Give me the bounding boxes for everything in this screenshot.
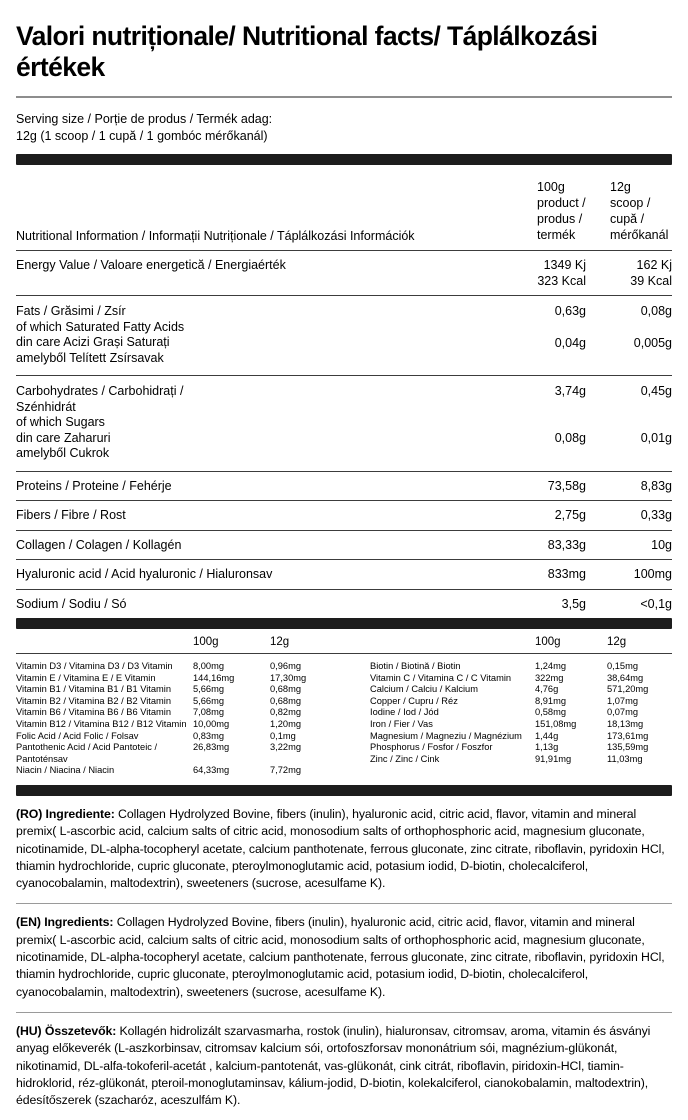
vitamins-left-col-100g: 100g	[193, 636, 219, 648]
table-row: Magnesium / Magneziu / Magnézium 1,44g 173,61mg	[370, 730, 649, 741]
table-row: Vitamin B12 / Vitamina B12 / B12 Vitamin 10,00mg 1,20mg	[16, 718, 302, 729]
table-row: Vitamin D3 / Vitamina D3 / D3 Vitamin 8,00mg 0,96mg	[16, 661, 302, 671]
ingredients-ro	[16, 796, 672, 903]
table-row: Vitamin E / Vitamina E / E Vitamin 144,16mg 17,30mg	[16, 672, 307, 683]
ingredients-en-label: (EN) Ingredients:	[16, 915, 114, 930]
vitamins-left-col-12g: 12g	[270, 636, 290, 648]
vitamins-right-col-100g: 100g	[535, 636, 561, 648]
ingredients-hu-text: Kollagén hidrolizált szarvasmarha, rostok (inulin), hialuronsav, citromsav, aroma, vitamin és ásványi anyag előkeverék (L-aszkorbinsav, citromsav kalcium sói, ortofoszforsav mononátrium sói, magnézium-glükonát, nikotinamid, DL-alfa-tokoferil-acetát , kalcium-pantotenát, vas-glükonát, cink citrát, riboflavin, piridoxin-HCl, tiamin-hidroklorid, réz-glükonát, pteroil-monoglutaminsav, kálium-jodid, D-biotin, kolekalciferol, cianokobalamin, maltodextrin), édesítőszerek (szacharóz, aceszulfám K).	[16, 1023, 651, 1108]
table-row-fats: Fats / Grăsimi / Zsír of which Saturated Fatty Acids din care Acizi Grași Saturați amelyből Telített Zsírsavak 0,63g 0,04g 0,08g 0,005g	[16, 296, 672, 376]
section-bar-top	[16, 154, 672, 165]
table-row: Vitamin B1 / Vitamina B1 / B1 Vitamin 5,66mg 0,68mg	[16, 684, 302, 695]
title-divider	[16, 96, 672, 98]
vitamins-tables	[16, 654, 672, 785]
table-row-sodium: Sodium / Sodiu / Só 3,5g <0,1g	[16, 596, 672, 611]
table-row: Folic Acid / Acid Folic / Folsav 0,83mg 0,1mg	[16, 730, 296, 741]
table-row: Pantothenic Acid / Acid Pantoteic / Pantoténsav 26,83mg 3,22mg	[16, 742, 302, 764]
ingredients-ro-text: Collagen Hydrolyzed Bovine, fibers (inulin), hyaluronic acid, citric acid, flavor, vitamin and mineral premix( L-ascorbic acid, calcium salts of citric acid, monosodium salts of orthophosphoric acid, magnesium gluconate, nicotinamide, DL-alpha-tocopheryl acetate, calcium panthotenate, ferrous gluconate, zinc citrate, riboflavin, pyridoxin HCl, thiamin hydrochloride, cupric gluconate, pteroylmonoglutamic acid, potasium iodid, D-biotin, cholecalciferol, cyanocobalamin, maltodextrin), sweeteners (sucrose, acesulfame K).	[16, 806, 665, 891]
vitamins-table-left	[16, 661, 354, 777]
nutrition-table	[16, 165, 672, 618]
table-row: Zinc / Zinc / Cink 91,91mg 11,03mg	[370, 753, 643, 764]
table-row: Copper / Cupru / Réz 8,91mg 1,07mg	[370, 695, 639, 706]
table-row-carbohydrates: Carbohydrates / Carbohidrați / Szénhidrát of which Sugars din care Zaharuri amelyből Cukrok 3,74g 0,08g 0,45g 0,01g	[16, 376, 672, 472]
vitamins-table-right	[370, 661, 672, 777]
ingredients-hu-label: (HU) Összetevők:	[16, 1023, 117, 1038]
table-row: Vitamin B6 / Vitamina B6 / B6 Vitamin 7,08mg 0,82mg	[16, 707, 302, 718]
ingredients-hu	[16, 1013, 672, 1120]
table-row: Vitamin B2 / Vitamina B2 / B2 Vitamin 5,66mg 0,68mg	[16, 695, 302, 706]
serving-size-block	[16, 111, 672, 145]
table-row: Iron / Fier / Vas 151,08mg 18,13mg	[370, 718, 644, 729]
serving-size-line1: Serving size / Porție de produs / Termék adag:	[16, 112, 273, 126]
table-row: Calcium / Calciu / Kalcium 4,76g 571,20mg	[370, 684, 649, 695]
ingredients-en	[16, 904, 672, 1011]
table-row-collagen: Collagen / Colagen / Kollagén 83,33g 10g	[16, 531, 672, 561]
ingredients-en-text: Collagen Hydrolyzed Bovine, fibers (inulin), hyaluronic acid, citric acid, flavor, vitamin and mineral premix( L-ascorbic acid, calcium salts of citric acid, monosodium salts of orthophosphoric acid, magnesium gluconate, nicotinamide, DL-alpha-tocopheryl acetate, calcium panthotenate, ferrous gluconate, zinc citrate, riboflavin, pyridoxin HCl, thiamin hydrochloride, cupric gluconate, pteroylmonoglutamic acid, potasium iodid, D-biotin, cholecalciferol, cyanocobalamin, maltodextrin), sweeteners (sucrose, acesulfame K).	[16, 915, 665, 999]
table-row: Iodine / Iod / Jód 0,58mg 0,07mg	[370, 707, 639, 718]
table-row-proteins: Proteins / Proteine / Fehérje 73,58g 8,83g	[16, 472, 672, 502]
section-bar-ingredients-top	[16, 785, 672, 796]
column-header-12g: 12g scoop / cupă / mérőkanál	[610, 180, 669, 242]
table-row: Biotin / Biotină / Biotin 1,24mg 0,15mg	[370, 661, 639, 671]
table-row: Niacin / Niacina / Niacin 64,33mg 7,72mg	[16, 765, 302, 776]
table-row: Phosphorus / Fosfor / Foszfor 1,13g 135,59mg	[370, 742, 649, 753]
vitamins-right-col-12g: 12g	[607, 636, 627, 648]
section-bar-vitamins-top	[16, 618, 672, 629]
table-row-hyaluronic-acid: Hyaluronic acid / Acid hyaluronic / Hialuronsav 833mg 100mg	[16, 560, 672, 590]
table-row-fibers: Fibers / Fibre / Rost 2,75g 0,33g	[16, 501, 672, 531]
column-header-100g: 100g product / produs / termék	[537, 180, 586, 242]
table-header-label: Nutritional Information / Informații Nutriționale / Táplálkozási Információk	[16, 229, 415, 243]
serving-size-line2: 12g (1 scoop / 1 cupă / 1 gombóc mérőkanál)	[16, 129, 268, 143]
vitamins-header-row	[16, 629, 672, 653]
ingredients-ro-label: (RO) Ingrediente:	[16, 806, 115, 821]
nutrition-table-header	[16, 165, 672, 251]
table-row-energy: Energy Value / Valoare energetică / Energiaérték 1349 Kj 323 Kcal 162 Kj 39 Kcal	[16, 251, 672, 296]
page-title: Valori nutriționale/ Nutritional facts/ Táplálkozási értékek	[16, 21, 598, 82]
table-row: Vitamin C / Vitamina C / C Vitamin 322mg 38,64mg	[370, 672, 644, 683]
